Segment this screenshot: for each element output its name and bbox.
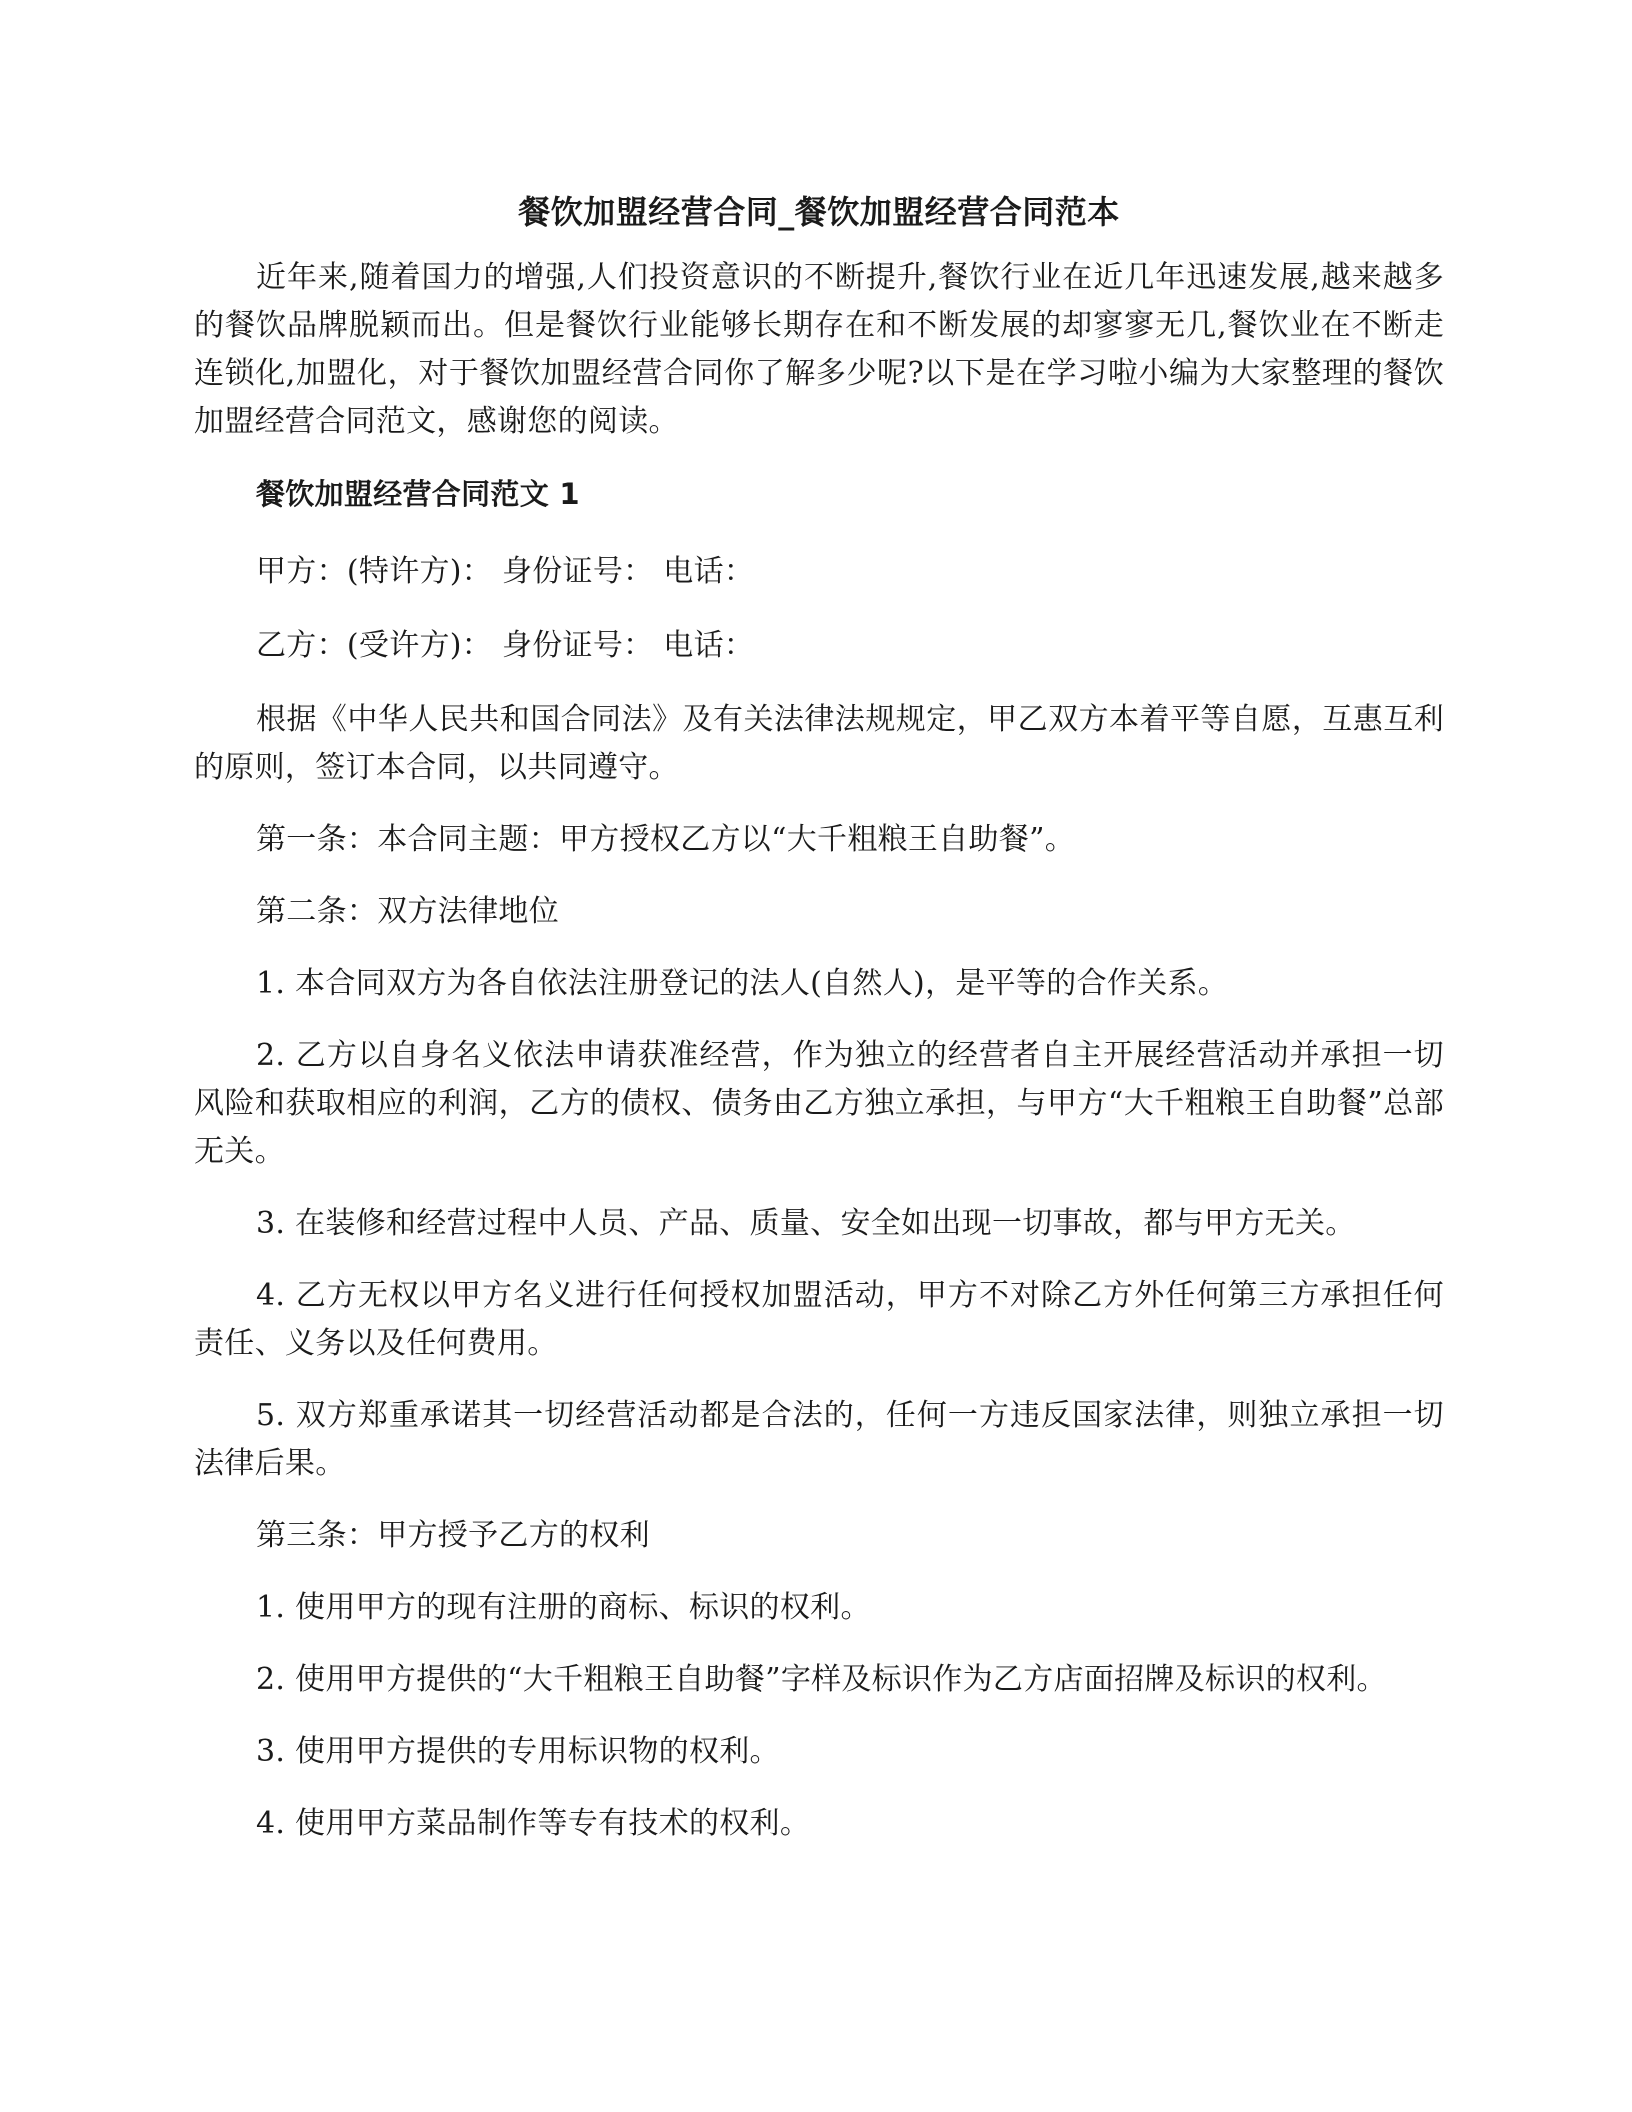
page-title: 餐饮加盟经营合同_餐饮加盟经营合同范本 (518, 193, 1120, 231)
article-one: 第一条：本合同主题：甲方授权乙方以“大千粗粮王自助餐”。 (256, 822, 1076, 857)
article-three-item-1: 1. 使用甲方的现有注册的商标、标识的权利。 (256, 1590, 871, 1625)
party-a-line: 甲方：(特许方)： 身份证号： 电话： (256, 554, 755, 589)
article-three-heading: 第三条：甲方授予乙方的权利 (256, 1518, 650, 1553)
article-two-item-4: 4. 乙方无权以甲方名义进行任何授权加盟活动，甲方不对除乙方外任何第三方承担任何责任、义务以及任何费用。 (194, 1278, 1444, 1361)
article-two-item-2: 2. 乙方以自身名义依法申请获准经营，作为独立的经营者自主开展经营活动并承担一切风险和获取相应的利润，乙方的债权、债务由乙方独立承担，与甲方“大千粗粮王自助餐”总部无关。 (194, 1038, 1444, 1169)
article-two-item-5: 5. 双方郑重承诺其一切经营活动都是合法的，任何一方违反国家法律，则独立承担一切法律后果。 (194, 1398, 1444, 1481)
article-two-item-3: 3. 在装修和经营过程中人员、产品、质量、安全如出现一切事故，都与甲方无关。 (256, 1206, 1356, 1241)
article-three-item-4: 4. 使用甲方菜品制作等专有技术的权利。 (256, 1806, 811, 1841)
article-two-item-1: 1. 本合同双方为各自依法注册登记的法人(自然人)，是平等的合作关系。 (256, 966, 1229, 1001)
document-body (194, 190, 1444, 1872)
party-b-line: 乙方：(受许方)： 身份证号： 电话： (256, 628, 755, 663)
intro-paragraph: 近年来,随着国力的增强,人们投资意识的不断提升,餐饮行业在近几年迅速发展,越来越多的餐饮品牌脱颖而出。但是餐饮行业能够长期存在和不断发展的却寥寥无几,餐饮业在不断走连锁化,加盟化，对于餐饮加盟经营合同你了解多少呢?以下是在学习啦小编为大家整理的餐饮加盟经营合同范文，感谢您的阅读。 (194, 260, 1444, 439)
article-two-heading: 第二条：双方法律地位 (256, 894, 559, 929)
article-three-item-2: 2. 使用甲方提供的“大千粗粮王自助餐”字样及标识作为乙方店面招牌及标识的权利。 (256, 1662, 1387, 1697)
section-heading: 餐饮加盟经营合同范文 1 (256, 477, 580, 511)
article-three-item-3: 3. 使用甲方提供的专用标识物的权利。 (256, 1734, 780, 1769)
contract-preamble: 根据《中华人民共和国合同法》及有关法律法规规定，甲乙双方本着平等自愿，互惠互利的原则，签订本合同，以共同遵守。 (194, 702, 1444, 785)
